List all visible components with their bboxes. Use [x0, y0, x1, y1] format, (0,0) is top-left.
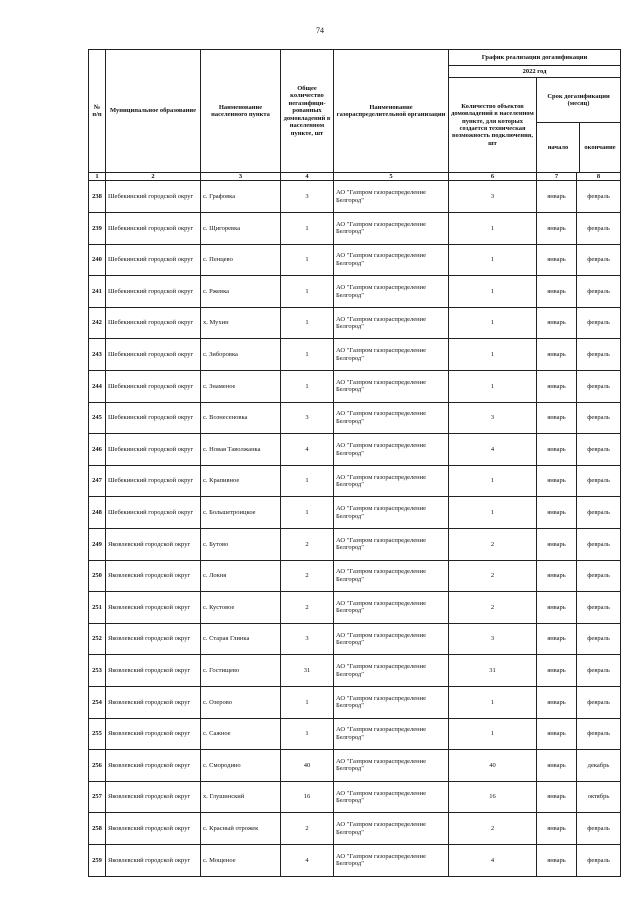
table-row — [89, 213, 621, 245]
column-number: 5 — [334, 173, 449, 181]
municipality-cell: Яковлевский городской округ — [106, 844, 201, 876]
start-month-cell: январь — [537, 655, 577, 687]
settlement-cell: с. Крапивное — [201, 465, 281, 497]
objects-count-cell: 1 — [449, 244, 537, 276]
settlement-cell: с. Ржевка — [201, 276, 281, 308]
municipality-cell: Яковлевский городской округ — [106, 623, 201, 655]
objects-count-cell: 31 — [449, 655, 537, 687]
municipality-cell: Шебекинский городской округ — [106, 213, 201, 245]
row-number: 244 — [89, 371, 106, 403]
gas-org-cell: АО "Газпром газораспределение Белгород" — [334, 750, 449, 782]
row-number: 250 — [89, 560, 106, 592]
gas-org-cell: АО "Газпром газораспределение Белгород" — [334, 181, 449, 213]
gas-org-cell: АО "Газпром газораспределение Белгород" — [334, 655, 449, 687]
column-number-row — [89, 173, 621, 181]
row-number: 238 — [89, 181, 106, 213]
end-month-cell: февраль — [577, 181, 621, 213]
gas-org-cell: АО "Газпром газораспределение Белгород" — [334, 813, 449, 845]
end-month-cell: февраль — [577, 686, 621, 718]
objects-count-cell: 3 — [449, 402, 537, 434]
total-households-cell: 2 — [281, 592, 334, 624]
objects-count-cell: 1 — [449, 307, 537, 339]
start-month-cell: январь — [537, 560, 577, 592]
table-row — [89, 465, 621, 497]
objects-count-cell: 2 — [449, 592, 537, 624]
gas-org-cell: АО "Газпром газораспределение Белгород" — [334, 213, 449, 245]
gas-org-cell: АО "Газпром газораспределение Белгород" — [334, 244, 449, 276]
table-row — [89, 529, 621, 561]
settlement-cell: х. Глушинский — [201, 781, 281, 813]
row-number: 239 — [89, 213, 106, 245]
objects-count-cell: 1 — [449, 465, 537, 497]
column-number: 3 — [201, 173, 281, 181]
settlement-cell: с. Красный отрожек — [201, 813, 281, 845]
total-households-cell: 16 — [281, 781, 334, 813]
settlement-cell: с. Бутово — [201, 529, 281, 561]
end-month-cell: октябрь — [577, 781, 621, 813]
table-row — [89, 686, 621, 718]
start-month-cell: январь — [537, 813, 577, 845]
end-month-cell: февраль — [577, 402, 621, 434]
table-row — [89, 181, 621, 213]
objects-count-cell: 1 — [449, 371, 537, 403]
gas-org-cell: АО "Газпром газораспределение Белгород" — [334, 465, 449, 497]
municipality-cell: Яковлевский городской округ — [106, 560, 201, 592]
objects-count-cell: 3 — [449, 181, 537, 213]
gas-org-cell: АО "Газпром газораспределение Белгород" — [334, 781, 449, 813]
total-households-cell: 1 — [281, 497, 334, 529]
end-month-cell: февраль — [577, 623, 621, 655]
row-number: 251 — [89, 592, 106, 624]
end-month-cell: февраль — [577, 560, 621, 592]
start-month-cell: январь — [537, 371, 577, 403]
total-households-cell: 1 — [281, 244, 334, 276]
municipality-cell: Яковлевский городской округ — [106, 529, 201, 561]
total-households-cell: 1 — [281, 686, 334, 718]
gas-org-cell: АО "Газпром газораспределение Белгород" — [334, 339, 449, 371]
gas-org-cell: АО "Газпром газораспределение Белгород" — [334, 529, 449, 561]
municipality-cell: Яковлевский городской округ — [106, 655, 201, 687]
row-number: 257 — [89, 781, 106, 813]
row-number: 248 — [89, 497, 106, 529]
settlement-cell: с. Знаменое — [201, 371, 281, 403]
settlement-cell: с. Смородино — [201, 750, 281, 782]
start-month-cell: январь — [537, 402, 577, 434]
row-number: 259 — [89, 844, 106, 876]
total-households-cell: 2 — [281, 529, 334, 561]
column-number: 4 — [281, 173, 334, 181]
start-month-cell: январь — [537, 307, 577, 339]
settlement-cell: с. Новая Таволжанка — [201, 434, 281, 466]
municipality-cell: Шебекинский городской округ — [106, 244, 201, 276]
objects-count-cell: 1 — [449, 276, 537, 308]
settlement-cell: с. Пенцево — [201, 244, 281, 276]
municipality-cell: Яковлевский городской округ — [106, 592, 201, 624]
gas-org-cell: АО "Газпром газораспределение Белгород" — [334, 434, 449, 466]
settlement-cell: с. Сажное — [201, 718, 281, 750]
start-month-cell: январь — [537, 623, 577, 655]
header-total: Общее количество негазифици-рованных домовладений в населенном пункте, шт — [281, 50, 334, 173]
table-row — [89, 244, 621, 276]
settlement-cell: с. Графовка — [201, 181, 281, 213]
gas-org-cell: АО "Газпром газораспределение Белгород" — [334, 844, 449, 876]
end-month-cell: февраль — [577, 718, 621, 750]
municipality-cell: Шебекинский городской округ — [106, 402, 201, 434]
header-year: 2022 год — [449, 66, 621, 78]
total-households-cell: 1 — [281, 213, 334, 245]
table-row — [89, 844, 621, 876]
row-number: 241 — [89, 276, 106, 308]
header-gas-org: Наименование газораспределительной организации — [334, 50, 449, 173]
table-row — [89, 813, 621, 845]
gas-org-cell: АО "Газпром газораспределение Белгород" — [334, 718, 449, 750]
row-number: 254 — [89, 686, 106, 718]
gas-org-cell: АО "Газпром газораспределение Белгород" — [334, 276, 449, 308]
end-month-cell: февраль — [577, 276, 621, 308]
row-number: 245 — [89, 402, 106, 434]
column-number: 6 — [449, 173, 537, 181]
start-month-cell: январь — [537, 213, 577, 245]
objects-count-cell: 2 — [449, 560, 537, 592]
municipality-cell: Шебекинский городской округ — [106, 465, 201, 497]
table-row — [89, 623, 621, 655]
start-month-cell: январь — [537, 497, 577, 529]
total-households-cell: 2 — [281, 560, 334, 592]
settlement-cell: с. Локня — [201, 560, 281, 592]
gas-org-cell: АО "Газпром газораспределение Белгород" — [334, 623, 449, 655]
column-number: 2 — [106, 173, 201, 181]
row-number: 243 — [89, 339, 106, 371]
end-month-cell: февраль — [577, 529, 621, 561]
table-row — [89, 781, 621, 813]
header-end: окончание — [584, 143, 616, 151]
table-row — [89, 434, 621, 466]
start-month-cell: январь — [537, 434, 577, 466]
municipality-cell: Шебекинский городской округ — [106, 307, 201, 339]
total-households-cell: 3 — [281, 402, 334, 434]
gas-org-cell: АО "Газпром газораспределение Белгород" — [334, 497, 449, 529]
objects-count-cell: 4 — [449, 434, 537, 466]
gas-org-cell: АО "Газпром газораспределение Белгород" — [334, 371, 449, 403]
total-households-cell: 2 — [281, 813, 334, 845]
gas-org-cell: АО "Газпром газораспределение Белгород" — [334, 560, 449, 592]
row-number: 252 — [89, 623, 106, 655]
end-month-cell: февраль — [577, 497, 621, 529]
start-month-cell: январь — [537, 592, 577, 624]
start-month-cell: январь — [537, 465, 577, 497]
settlement-cell: х. Мухин — [201, 307, 281, 339]
end-month-cell: февраль — [577, 339, 621, 371]
page-number: 74 — [316, 26, 324, 35]
start-month-cell: январь — [537, 686, 577, 718]
total-households-cell: 40 — [281, 750, 334, 782]
row-number: 256 — [89, 750, 106, 782]
end-month-cell: февраль — [577, 371, 621, 403]
objects-count-cell: 40 — [449, 750, 537, 782]
municipality-cell: Шебекинский городской округ — [106, 434, 201, 466]
objects-count-cell: 1 — [449, 718, 537, 750]
objects-count-cell: 1 — [449, 497, 537, 529]
table-row — [89, 592, 621, 624]
municipality-cell: Шебекинский городской округ — [106, 339, 201, 371]
municipality-cell: Шебекинский городской округ — [106, 371, 201, 403]
table-row — [89, 655, 621, 687]
start-month-cell: январь — [537, 529, 577, 561]
municipality-cell: Яковлевский городской округ — [106, 718, 201, 750]
settlement-cell: с. Зиборовка — [201, 339, 281, 371]
start-month-cell: январь — [537, 718, 577, 750]
table-row — [89, 560, 621, 592]
table-row — [89, 307, 621, 339]
objects-count-cell: 3 — [449, 623, 537, 655]
end-month-cell: декабрь — [577, 750, 621, 782]
start-month-cell: январь — [537, 244, 577, 276]
column-number: 1 — [89, 173, 106, 181]
end-month-cell: февраль — [577, 465, 621, 497]
header-municipality: Муниципальное образование — [106, 50, 201, 173]
municipality-cell: Яковлевский городской округ — [106, 750, 201, 782]
settlement-cell: с. Вознесеновка — [201, 402, 281, 434]
table-row — [89, 718, 621, 750]
settlement-cell: с. Кустовое — [201, 592, 281, 624]
column-number: 8 — [577, 173, 621, 181]
row-number: 246 — [89, 434, 106, 466]
total-households-cell: 1 — [281, 718, 334, 750]
end-month-cell: февраль — [577, 813, 621, 845]
total-households-cell: 1 — [281, 276, 334, 308]
row-number: 255 — [89, 718, 106, 750]
end-month-cell: февраль — [577, 844, 621, 876]
header-settlement: Наименование населенного пункта — [201, 50, 281, 173]
end-month-cell: февраль — [577, 244, 621, 276]
row-number: 247 — [89, 465, 106, 497]
gasification-table — [88, 49, 621, 877]
objects-count-cell: 2 — [449, 813, 537, 845]
total-households-cell: 3 — [281, 181, 334, 213]
objects-count-cell: 1 — [449, 686, 537, 718]
start-month-cell: январь — [537, 781, 577, 813]
row-number: 258 — [89, 813, 106, 845]
objects-count-cell: 2 — [449, 529, 537, 561]
end-month-cell: февраль — [577, 307, 621, 339]
header-num: № п/п — [89, 50, 106, 173]
header-objects: Количество объектов домовладений в населенном пункте, для которых создается техническая возможность подключения, шт — [449, 78, 537, 173]
total-households-cell: 4 — [281, 434, 334, 466]
start-month-cell: январь — [537, 276, 577, 308]
municipality-cell: Яковлевский городской округ — [106, 686, 201, 718]
total-households-cell: 3 — [281, 623, 334, 655]
objects-count-cell: 4 — [449, 844, 537, 876]
settlement-cell: с. Старая Глинка — [201, 623, 281, 655]
settlement-cell: с. Щигоревка — [201, 213, 281, 245]
row-number: 242 — [89, 307, 106, 339]
total-households-cell: 31 — [281, 655, 334, 687]
gas-org-cell: АО "Газпром газораспределение Белгород" — [334, 402, 449, 434]
end-month-cell: февраль — [577, 213, 621, 245]
settlement-cell: с. Озерово — [201, 686, 281, 718]
row-number: 253 — [89, 655, 106, 687]
header-period: Срок догазификации (месяц) — [537, 78, 620, 123]
gas-org-cell: АО "Газпром газораспределение Белгород" — [334, 592, 449, 624]
table-body — [89, 173, 621, 877]
settlement-cell: с. Большетроицкое — [201, 497, 281, 529]
end-month-cell: февраль — [577, 592, 621, 624]
objects-count-cell: 1 — [449, 339, 537, 371]
table-row — [89, 371, 621, 403]
table-row — [89, 402, 621, 434]
end-month-cell: февраль — [577, 434, 621, 466]
municipality-cell: Шебекинский городской округ — [106, 181, 201, 213]
gas-org-cell: АО "Газпром газораспределение Белгород" — [334, 307, 449, 339]
start-month-cell: январь — [537, 750, 577, 782]
table-row — [89, 339, 621, 371]
municipality-cell: Яковлевский городской округ — [106, 781, 201, 813]
settlement-cell: с. Гостищево — [201, 655, 281, 687]
municipality-cell: Шебекинский городской округ — [106, 276, 201, 308]
objects-count-cell: 16 — [449, 781, 537, 813]
end-month-cell: февраль — [577, 655, 621, 687]
header-start: начало — [537, 123, 580, 172]
row-number: 240 — [89, 244, 106, 276]
total-households-cell: 1 — [281, 339, 334, 371]
municipality-cell: Яковлевский городской округ — [106, 813, 201, 845]
municipality-cell: Шебекинский городской округ — [106, 497, 201, 529]
table-row — [89, 276, 621, 308]
column-number: 7 — [537, 173, 577, 181]
total-households-cell: 1 — [281, 371, 334, 403]
start-month-cell: январь — [537, 844, 577, 876]
gas-org-cell: АО "Газпром газораспределение Белгород" — [334, 686, 449, 718]
header-schedule: График реализации догазификации — [449, 50, 621, 66]
total-households-cell: 4 — [281, 844, 334, 876]
header-period-cell — [537, 78, 621, 173]
row-number: 249 — [89, 529, 106, 561]
total-households-cell: 1 — [281, 307, 334, 339]
settlement-cell: с. Мощеное — [201, 844, 281, 876]
table-row — [89, 750, 621, 782]
total-households-cell: 1 — [281, 465, 334, 497]
start-month-cell: январь — [537, 339, 577, 371]
objects-count-cell: 1 — [449, 213, 537, 245]
table-row — [89, 497, 621, 529]
start-month-cell: январь — [537, 181, 577, 213]
